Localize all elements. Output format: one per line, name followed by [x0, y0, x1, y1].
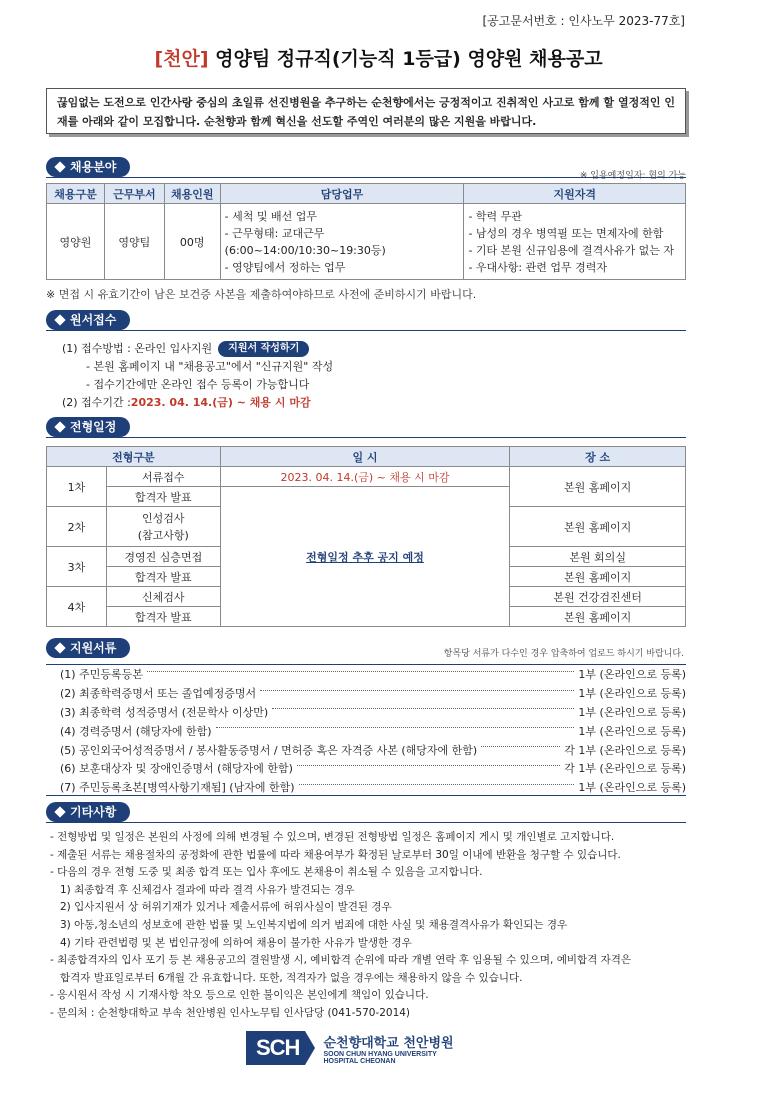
etc-line: - 제출된 서류는 채용절차의 공정화에 관한 법률에 따라 채용여부가 확정된 날로부터 30일 이내에 반환을 청구할 수 있습니다. — [50, 848, 621, 861]
etc-line: - 문의처 : 순천향대학교 부속 천안병원 인사노무팀 인사담당 (041-570-2014) — [50, 1006, 411, 1019]
stage-place: 본원 홈페이지 — [510, 567, 686, 587]
title-main: 영양팀 정규직(기능직 1등급) 영양원 채용공고 — [208, 48, 603, 70]
section-docs-header: 지원서류 — [46, 638, 130, 658]
document-number: [공고문서번호 : 인사노무 2023-77호] — [482, 14, 685, 28]
section-recruit-header: 채용분야 — [46, 157, 130, 177]
cell-type: 영양원 — [47, 204, 105, 280]
apply-sub1: - 본원 홈페이지 내 "채용공고"에서 "신규지원" 작성 — [86, 360, 334, 373]
etc-list — [50, 829, 690, 1023]
list-item: (6) 보훈대상자 및 장애인증명서 (해당자에 한함) 각 1부 (온라인으로 등록) — [60, 762, 686, 776]
title-location: [천안] — [154, 48, 209, 70]
stage-name: 합격자 발표 — [106, 487, 220, 507]
etc-line: 4) 기타 관련법령 및 본 법인규정에 의하여 채용이 불가한 사유가 발생한 경우 — [60, 936, 412, 949]
list-item: (3) 최종학력 성적증명서 (전문학사 이상만) 1부 (온라인으로 등록) — [60, 705, 686, 719]
intro-box: 끊임없는 도전으로 인간사랑 중심의 초일류 선진병원을 추구하는 순천향에서는 긍정적이고 진취적인 사고로 함께 할 열정적인 인재를 아래와 같이 모집합니다. 순천향과 함께 혁신을 선도할 주역인 여러분의 많은 지원을 바랍니다. — [46, 88, 686, 134]
section-divider — [46, 330, 686, 331]
list-item: (2) 최종학력증명서 또는 졸업예정증명서 1부 (온라인으로 등록) — [60, 687, 686, 701]
hire-date-note: ※ 입용예정일자: 협의 가능 — [579, 171, 686, 181]
cell-count: 00명 — [164, 204, 220, 280]
etc-line: 3) 아동,청소년의 성보호에 관한 법률 및 노인복지법에 의거 범죄에 대한 사실 및 채용결격사유가 확인되는 경우 — [60, 918, 568, 931]
header-place: 장 소 — [510, 447, 686, 467]
header-dept: 근무부서 — [104, 184, 164, 204]
header-type: 채용구분 — [47, 184, 105, 204]
write-application-button[interactable]: 지원서 작성하기 — [218, 341, 309, 357]
docs-upload-note: 항목당 서류가 다수인 경우 압축하여 업로드 하시기 바랍니다. — [443, 649, 684, 659]
stage-place: 본원 홈페이지 — [510, 607, 686, 627]
list-item: (1) 주민등록등본 1부 (온라인으로 등록) — [60, 668, 686, 682]
logo-korean: 순천향대학교 천안병원 — [323, 1035, 454, 1051]
sch-logo-mark: SCH — [246, 1031, 305, 1065]
apply-period-value: 2023. 04. 14.(금) ~ 채용 시 마감 — [130, 396, 311, 409]
round-label: 2차 — [47, 507, 107, 547]
round-label: 4차 — [47, 587, 107, 627]
logo-english-2: HOSPITAL CHEONAN — [323, 1057, 396, 1065]
list-item: (5) 공인외국어성적증명서 / 봉사활동증명서 / 면허증 혹은 자격증 사본 (해당자에 한함) 각 1부 (온라인으로 등록) — [60, 743, 686, 757]
diamond-icon — [54, 642, 65, 653]
header-stage: 전형구분 — [47, 447, 221, 467]
header-duties: 담당업무 — [220, 184, 464, 204]
health-cert-note: ※ 면접 시 유효기간이 남은 보건증 사본을 제출하여야하므로 사전에 준비하시기 바랍니다. — [46, 288, 477, 301]
header-quals: 지원자격 — [464, 184, 686, 204]
stage-name: 신체검사 — [106, 587, 220, 607]
cell-duties: - 세척 및 배선 업무 - 근무형태: 교대근무(6:00~14:00/10:30~19:30등) - 영양팀에서 정하는 업무 — [220, 204, 464, 280]
page-title — [0, 44, 757, 71]
etc-line: - 최종합격자의 입사 포기 등 본 채용공고의 결원발생 시, 예비합격 순위에 따라 개별 연락 후 임용될 수 있으며, 예비합격 자격은 — [50, 954, 632, 967]
recruit-table — [46, 183, 686, 280]
list-item: (7) 주민등록초본[병역사항기재됨] (남자에 한함) 1부 (온라인으로 등록) — [60, 781, 686, 795]
logo-english-1: SOON CHUN HYANG UNIVERSITY — [323, 1050, 437, 1058]
etc-line: - 전형방법 및 일정은 본원의 사정에 의해 변경될 수 있으며, 변경된 전형방법 일정은 홈페이지 게시 및 개인별로 고지합니다. — [50, 831, 615, 843]
schedule-table — [46, 446, 686, 627]
section-schedule-header: 전형일정 — [46, 417, 130, 437]
header-datetime: 일 시 — [220, 447, 510, 467]
hospital-logo — [246, 1031, 454, 1065]
diamond-icon — [54, 161, 65, 172]
logo-tail-shape — [305, 1031, 315, 1065]
etc-line: - 응시원서 작성 시 기재사항 착오 등으로 인한 불이익은 본인에게 책임이 있습니다. — [50, 989, 429, 1002]
stage-place: 본원 건강검진센터 — [510, 587, 686, 607]
apply-sub2: - 접수기간에만 온라인 접수 등록이 가능합니다 — [86, 378, 310, 391]
stage-place: 본원 홈페이지 — [510, 507, 686, 547]
diamond-icon — [54, 421, 65, 432]
etc-line: 합격자 발표일로부터 6개월 간 유효합니다. 또한, 적격자가 없을 경우에는 채용하지 않을 수 있습니다. — [60, 971, 523, 984]
apply-period-label: (2) 접수기간 : — [62, 396, 131, 409]
etc-line: - 다음의 경우 전형 도중 및 최종 합격 또는 입사 후에도 본채용이 취소될 수 있음을 고지합니다. — [50, 866, 483, 879]
cell-quals: - 학력 무관 - 남성의 경우 병역필 또는 면제자에 한함 - 기타 본원 신규임용에 결격사유가 없는 자 - 우대사항: 관련 업무 경력자 — [464, 204, 686, 280]
stage-name: 합격자 발표 — [106, 567, 220, 587]
cell-dept: 영양팀 — [104, 204, 164, 280]
stage-name: 경영진 심층면접 — [106, 547, 220, 567]
apply-info — [62, 340, 333, 412]
etc-line: 1) 최종합격 후 신체검사 결과에 따라 결격 사유가 발견되는 경우 — [60, 883, 355, 896]
first-date: 2023. 04. 14.(금) ~ 채용 시 마감 — [220, 467, 510, 487]
list-item: (4) 경력증명서 (해당자에 한함) 1부 (온라인으로 등록) — [60, 724, 686, 738]
section-etc-header: 기타사항 — [46, 802, 130, 822]
header-count: 채용인원 — [164, 184, 220, 204]
round-label: 1차 — [47, 467, 107, 507]
stage-name: 인성검사 (참고사항) — [106, 507, 220, 547]
section-apply-header: 원서접수 — [46, 310, 130, 330]
diamond-icon — [54, 806, 65, 817]
apply-method: (1) 접수방법 : 온라인 입사지원 — [62, 342, 213, 355]
stage-place: 본원 홈페이지 — [510, 467, 686, 507]
schedule-later-note: 전형일정 추후 공지 예정 — [220, 487, 510, 627]
round-label: 3차 — [47, 547, 107, 587]
stage-name: 합격자 발표 — [106, 607, 220, 627]
stage-place: 본원 회의실 — [510, 547, 686, 567]
etc-line: 2) 입사지원서 상 허위기재가 있거나 제출서류에 허위사실이 발견된 경우 — [60, 901, 392, 914]
section-divider — [46, 437, 686, 438]
stage-name: 서류접수 — [106, 467, 220, 487]
docs-list — [60, 665, 686, 797]
section-divider — [46, 822, 686, 823]
diamond-icon — [54, 314, 65, 325]
